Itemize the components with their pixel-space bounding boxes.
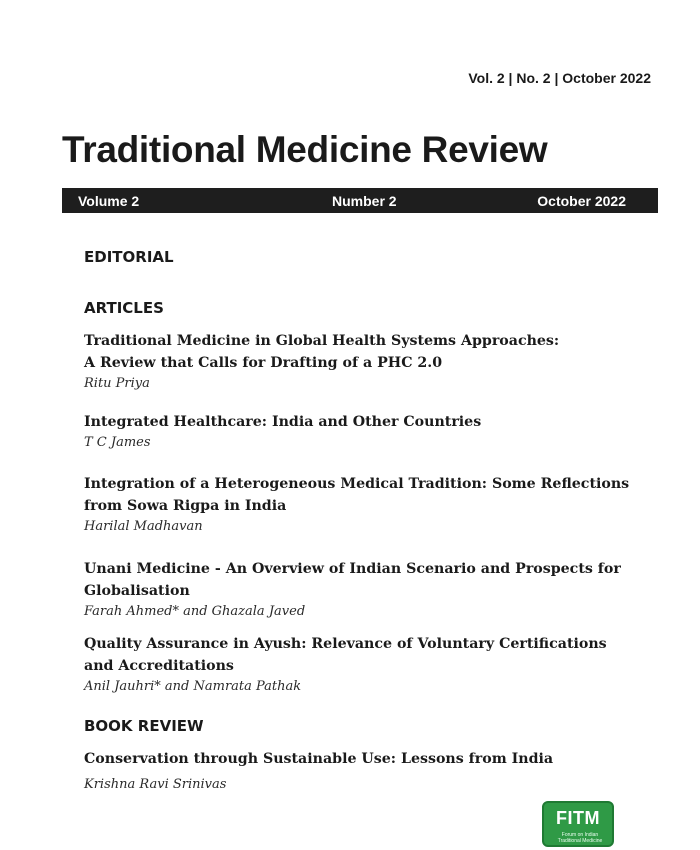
article-title: [84, 330, 644, 374]
article-title-line: A Review that Calls for Drafting of a PHC 2.0: [84, 355, 443, 371]
article-entry: [84, 473, 644, 536]
book-review-entry: [84, 748, 644, 794]
article-author: T C James: [84, 435, 151, 450]
article-title: [84, 633, 644, 677]
article-title-line: Globalisation: [84, 583, 190, 599]
article-title-line: Traditional Medicine in Global Health Systems Approaches:: [84, 333, 560, 349]
article-title-line: Integration of a Heterogeneous Medical Tradition: Some Reflections: [84, 476, 630, 492]
journal-title: Traditional Medicine Review: [62, 129, 548, 170]
issue-line: Vol. 2 | No. 2 | October 2022: [468, 70, 651, 86]
article-author: Harilal Madhavan: [84, 519, 203, 534]
issue-bar: [62, 188, 658, 213]
article-author: Anil Jauhri* and Namrata Pathak: [84, 679, 302, 694]
article-author: Farah Ahmed* and Ghazala Javed: [84, 604, 306, 619]
logo-subtitle-line: Forum on Indian: [561, 832, 599, 838]
article-title: [84, 558, 644, 602]
article-entry: [84, 330, 644, 393]
bar-volume: Volume 2: [78, 193, 140, 209]
book-review-title: [84, 748, 644, 770]
article-entry: [84, 558, 644, 621]
article-entry: [84, 411, 644, 452]
section-book-review: BOOK REVIEW: [84, 717, 204, 735]
section-articles: ARTICLES: [84, 299, 164, 317]
article-entry: [84, 633, 644, 696]
fitm-logo: [542, 801, 614, 847]
bar-number: Number 2: [332, 193, 397, 209]
article-title-line: from Sowa Rigpa in India: [84, 498, 287, 514]
logo-subtitle: [548, 832, 612, 844]
logo-text: FITM: [556, 808, 600, 828]
book-review-title-line: Conservation through Sustainable Use: Lessons from India: [84, 751, 554, 767]
bar-date: October 2022: [537, 193, 626, 209]
article-title-line: Quality Assurance in Ayush: Relevance of Voluntary Certifications: [84, 636, 607, 652]
article-title-line: Unani Medicine - An Overview of Indian Scenario and Prospects for: [84, 561, 621, 577]
section-editorial: EDITORIAL: [84, 248, 174, 266]
article-title: [84, 473, 644, 517]
article-title-line: and Accreditations: [84, 658, 234, 674]
article-title-line: Integrated Healthcare: India and Other Countries: [84, 414, 482, 430]
book-review-author: Krishna Ravi Srinivas: [84, 777, 227, 792]
article-title: [84, 411, 644, 433]
logo-subtitle-line: Traditional Medicine: [557, 838, 603, 844]
article-author: Ritu Priya: [84, 376, 150, 391]
